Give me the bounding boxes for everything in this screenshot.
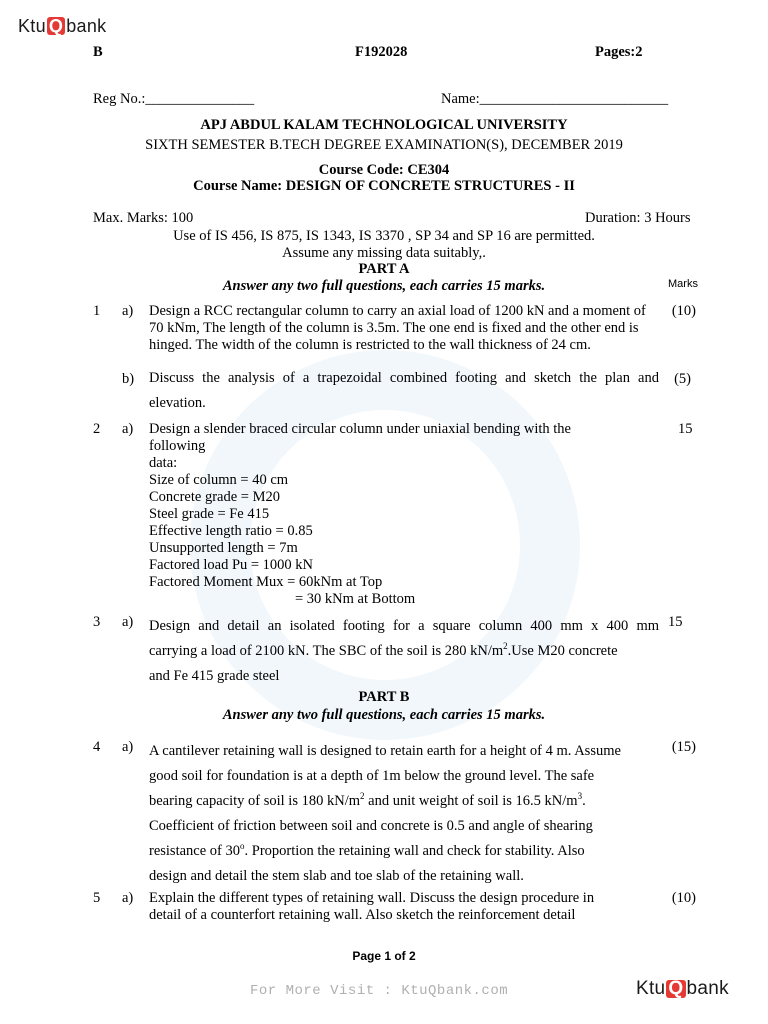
question-1a-label: a)	[122, 303, 134, 319]
question-2a-line: data:	[149, 455, 178, 471]
text-span: bearing capacity of soil is 180 kN/m	[149, 793, 361, 809]
question-4a-line	[149, 789, 659, 814]
reg-no-field: Reg No.:_______________	[93, 91, 255, 107]
question-1a-marks: (10)	[671, 303, 696, 319]
question-5a-text	[149, 890, 659, 924]
part-a-title: PART A	[358, 261, 410, 277]
name-field: Name:__________________________	[441, 91, 669, 107]
page-number: Page 1 of 2	[352, 949, 416, 963]
duration: Duration: 3 Hours	[585, 210, 691, 226]
text-span: .Use M20 concrete	[507, 643, 618, 659]
question-5a-label: a)	[122, 890, 134, 906]
visit-link[interactable]: For More Visit : KtuQbank.com	[250, 983, 509, 999]
text-span: .	[582, 793, 586, 809]
question-3a-marks: 15	[668, 614, 683, 630]
question-1b-label: b)	[122, 371, 135, 387]
marks-column-label: Marks	[668, 278, 698, 290]
superscript: 2	[360, 791, 365, 802]
logo-ktu: Ktu	[18, 16, 46, 36]
part-b-title: PART B	[358, 689, 410, 705]
permitted-codes: Use of IS 456, IS 875, IS 1343, IS 3370 , SP 34 and SP 16 are permitted.	[173, 228, 595, 244]
assume-note: Assume any missing data suitably,.	[282, 245, 486, 261]
question-2a-label: a)	[122, 421, 134, 437]
question-1-number: 1	[93, 303, 101, 319]
question-2a-line: following	[149, 438, 206, 454]
question-2a-data-line: Size of column = 40 cm	[149, 472, 289, 488]
superscript: 2	[503, 641, 508, 652]
question-3a-line: and Fe 415 grade steel	[149, 668, 280, 684]
question-3a-label: a)	[122, 614, 134, 630]
question-5-number: 5	[93, 890, 101, 906]
text-span: and unit weight of soil is 16.5 kN/m	[364, 793, 578, 809]
question-5a-marks: (10)	[671, 890, 696, 906]
question-4-number: 4	[93, 739, 101, 755]
part-a-instruction: Answer any two full questions, each carries 15 marks.	[222, 278, 546, 294]
question-4a-label: a)	[122, 739, 134, 755]
text-span: resistance of 30	[149, 843, 240, 859]
question-4a-line: Coefficient of friction between soil and concrete is 0.5 and angle of shearing	[149, 818, 593, 834]
question-5a-line: detail of a counterfort retaining wall. Also sketch the reinforcement detail	[149, 907, 576, 923]
max-marks: Max. Marks: 100	[93, 210, 194, 226]
question-4a-line: design and detail the stem slab and toe slab of the retaining wall.	[149, 868, 524, 884]
question-4a-marks: (15)	[671, 739, 696, 755]
logo-q: Q	[48, 16, 64, 36]
text-span: carrying a load of 2100 kN. The SBC of the soil is 280 kN/m	[149, 643, 504, 659]
question-2a-data-line: Effective length ratio = 0.85	[149, 523, 313, 539]
question-1b-text: Discuss the analysis of a trapezoidal combined footing and sketch the plan and elevation.	[149, 370, 659, 411]
question-2a-line: Design a slender braced circular column under uniaxial bending with the	[149, 421, 571, 437]
question-2a-data-line: Unsupported length = 7m	[149, 540, 298, 556]
question-5a-line: Explain the different types of retaining wall. Discuss the design procedure in	[149, 890, 595, 906]
paper-code: F192028	[355, 44, 408, 60]
text-span: . Proportion the retaining wall and check for stability. Also	[244, 843, 585, 859]
ktuqbank-logo	[18, 16, 106, 37]
question-2a-text	[149, 421, 571, 608]
question-2a-data-line: Steel grade = Fe 415	[149, 506, 270, 522]
superscript: o	[240, 841, 245, 852]
superscript: 3	[577, 791, 583, 802]
ktuqbank-logo-footer	[636, 978, 729, 1000]
question-4a-line	[149, 839, 659, 864]
course-code: Course Code: CE304	[318, 162, 450, 178]
question-2a-data-line: Factored Moment Mux = 60kNm at Top	[149, 574, 383, 590]
question-3a-line: Design and detail an isolated footing for a square column 400 mm x 400 mm	[149, 618, 659, 634]
question-1b-marks: (5)	[674, 371, 691, 387]
question-4a-line: A cantilever retaining wall is designed to retain earth for a height of 4 m. Assume	[149, 743, 621, 759]
question-4a-text	[149, 739, 659, 889]
exam-title: SIXTH SEMESTER B.TECH DEGREE EXAMINATION(S), DECEMBER 2019	[145, 137, 623, 153]
question-2-number: 2	[93, 421, 101, 437]
course-name: Course Name: DESIGN OF CONCRETE STRUCTURES - II	[193, 178, 575, 194]
university-name: APJ ABDUL KALAM TECHNOLOGICAL UNIVERSITY	[200, 117, 568, 133]
question-3-number: 3	[93, 614, 101, 630]
question-2a-data-line: = 30 kNm at Bottom	[295, 591, 416, 607]
question-2a-data-line: Concrete grade = M20	[149, 489, 280, 505]
paper-series: B	[93, 44, 103, 60]
question-1a-text: Design a RCC rectangular column to carry an axial load of 1200 kN and a moment of 70 kNm, The length of the column is 3.5m. The one end is fixed and the other end is hinged. The width of the column is restricted to the wall thickness of 24 cm.	[149, 303, 646, 353]
part-b-instruction: Answer any two full questions, each carries 15 marks.	[222, 707, 546, 723]
question-2a-marks: 15	[678, 421, 693, 437]
page-count: Pages:2	[595, 44, 643, 60]
question-4a-line: good soil for foundation is at a depth of 1m below the ground level. The safe	[149, 768, 595, 784]
logo-ktu: Ktu	[636, 978, 666, 999]
question-3a-line	[149, 639, 659, 664]
question-2a-data-line: Factored load Pu = 1000 kN	[149, 557, 314, 573]
logo-bank: bank	[686, 978, 729, 999]
logo-bank: bank	[66, 16, 107, 36]
logo-q: Q	[668, 978, 684, 999]
question-3a-text	[149, 614, 659, 689]
